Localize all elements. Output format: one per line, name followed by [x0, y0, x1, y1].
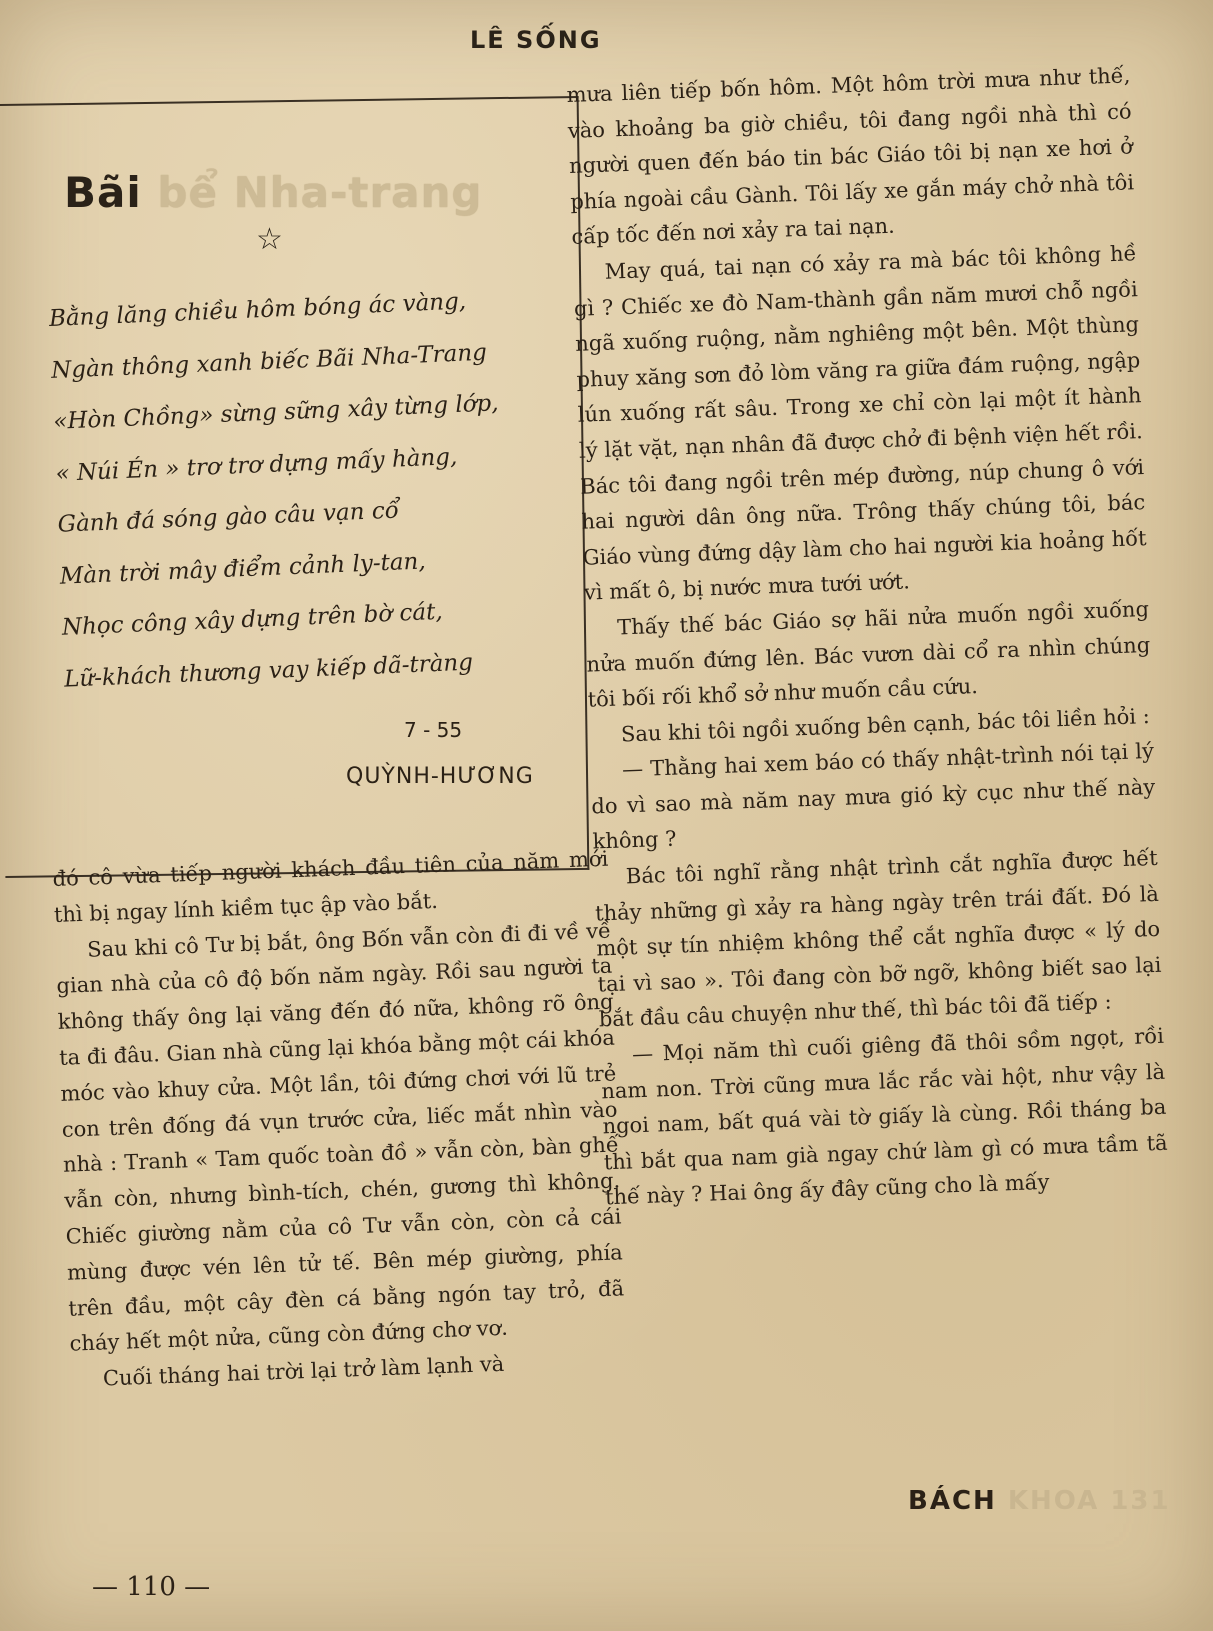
poem-title: [64, 168, 482, 217]
poem-title-bold: Bãi: [64, 168, 142, 217]
poem-line: « Núi Én » trơ trơ dựng mấy hàng,: [54, 443, 458, 487]
poem-line: Bằng lăng chiều hôm bóng ác vàng,: [48, 288, 467, 332]
paragraph: Sau khi cô Tư bị bắt, ông Bốn vẫn còn đi đi về về gian nhà của cô độ bốn năm ngày. Rồi sau người ta không thấy ông lại văng đến đó nữa, không rõ ông ta đi đâu. Gian nhà cũng lại khóa bằng một cái khóa móc vào khuy cửa. Một lần, tôi đứng chơi với lũ trẻ con trên đống đá vụn trước cửa, liếc mắt nhìn vào nhà : Tranh « Tam quốc toàn đồ » vẫn còn, bàn ghế vẫn còn, nhưng bình-tích, chén, gương thì không. Chiếc giường nằm của cô Tư vẫn còn, còn cả cái mùng được vén lên tử tế. Bên mép giường, phía trên đầu, một cây đèn cá bằng ngón tay trỏ, đã cháy hết một nửa, cũng còn đứng chơ vơ.: [56, 918, 625, 1357]
poem-line: Nhọc công xây dựng trên bờ cát,: [61, 598, 444, 641]
poem-body: [48, 272, 585, 705]
magazine-name-faded: KHOA 131: [1007, 1486, 1171, 1516]
poem-line: Lữ-khách thương vay kiếp dã-tràng: [63, 649, 474, 693]
magazine-name: [908, 1486, 1171, 1516]
paragraph: — Thằng hai xem báo có thấy nhật-trình nói tại lý do vì sao mà năm nay mưa gió kỳ cục như thế này không ?: [591, 739, 1156, 854]
magazine-name-bold: BÁCH: [908, 1486, 997, 1516]
paragraph: Thấy thế bác Giáo sợ hãi nửa muốn ngồi xuống nửa muốn đứng lên. Bác vươn dài cổ ra nhìn chúng tôi bối rối khổ sở như muốn cầu cứu.: [586, 596, 1151, 712]
right-column-text: [566, 58, 1169, 1216]
paragraph: Cuối tháng hai trời lại trở làm lạnh và: [102, 1351, 505, 1391]
page-header: LÊ SỐNG: [470, 26, 602, 54]
poem-line: Màn trời mây điểm cảnh ly-tan,: [59, 547, 427, 590]
left-column-text: [52, 842, 627, 1399]
page-number: — 110 —: [92, 1572, 211, 1602]
poem-line: «Hòn Chồng» sừng sững xây từng lớp,: [52, 390, 500, 435]
poem-author: QUỲNH-HƯƠNG: [346, 764, 534, 789]
paragraph: mưa liên tiếp bốn hôm. Một hôm trời mưa như thế, vào khoảng ba giờ chiều, tôi đang ngồi nhà thì có người quen đến báo tin bác Giáo tôi bị nạn xe hơi ở phía ngoài cầu Gành. Tôi lấy xe gắn máy chở nhà tôi cấp tốc đến nơi xảy ra tai nạn.: [566, 63, 1135, 250]
paragraph: May quá, tai nạn có xảy ra mà bác tôi không hề gì ? Chiếc xe đò Nam-thành gần năm mươi chỗ ngồi ngã xuống ruộng, nằm nghiêng một bên. Một thùng phuy xăng sơn đỏ lòm văng ra giữa đám ruộng, ngập lún xuống rất sâu. Trong xe chỉ còn lại một ít hành lý lặt vặt, nạn nhân đã được chở đi bệnh viện hết rồi. Bác tôi đang ngồi trên mép đường, núp chung ô với hai người dân ông nữa. Trông thấy chúng tôi, bác Giáo vùng đứng dậy làm cho hai người kia hoảng hốt vì mất ô, bị nước mưa tưới ướt.: [573, 241, 1147, 605]
paragraph: Bác tôi nghĩ rằng nhật trình cắt nghĩa được hết thảy những gì xảy ra hàng ngày trên trái đất. Đó là một sự tín nhiệm không thể cắt nghĩa được « lý do tại vì sao ». Tôi đang còn bỡ ngỡ, không biết sao lại bắt đầu câu chuyện như thế, thì bác tôi đã tiếp :: [594, 845, 1162, 1032]
star-icon: ☆: [256, 222, 283, 257]
paragraph: Sau khi tôi ngồi xuống bên cạnh, bác tôi liền hỏi :: [620, 703, 1151, 747]
poem-title-faded: bể Nha-trang: [157, 168, 483, 217]
poem-line: Gành đá sóng gào câu vạn cổ: [57, 497, 400, 538]
paragraph: đó cô vừa tiếp người khách đầu tiên của năm mới thì bị ngay lính kiềm tục ập vào bắt.: [52, 846, 609, 927]
poem-date: 7 - 55: [404, 718, 463, 742]
poem-line: Ngàn thông xanh biếc Bãi Nha-Trang: [50, 339, 488, 384]
paragraph: — Mọi năm thì cuối giêng đã thôi sồm ngọt, rồi nam non. Trời cũng mưa lắc rắc vài hột, như vậy là ngoi nam, bất quá vài tờ giấy là cùng. Rồi tháng ba thì bắt qua nam già ngay chứ làm gì có mưa tầm tã thế này ? Hai ông ấy đây cũng cho là mấy: [600, 1023, 1168, 1210]
